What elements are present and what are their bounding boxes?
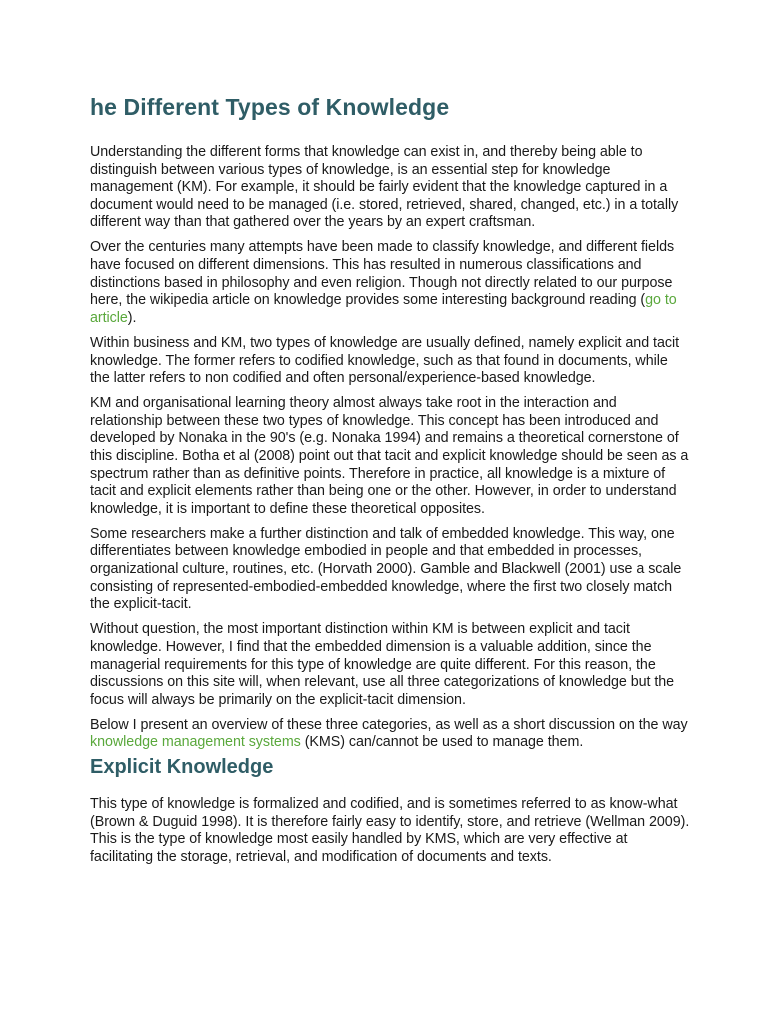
page-title: he Different Types of Knowledge [90, 94, 450, 120]
paragraph-text: Below I present an overview of these three categories, as well as a short discussion on the way [90, 716, 688, 733]
paragraph-classifications [90, 239, 690, 327]
paragraph-text: (KMS) can/cannot be used to manage them. [300, 734, 584, 751]
paragraph-organisational-learning: KM and organisational learning theory almost always take root in the interaction and relationship between these two types of knowledge. This concept has been introduced and developed by Nonaka in the 90's (e.g. Nonaka 1994) and remains a theoretical cornerstone of this discipline. Botha et al (2008) point out that tacit and explicit knowledge should be seen as a spectrum rather than as definitive points. Therefore in practice, all knowledge is a mixture of tacit and explicit elements rather than being one or the other. However, in order to understand knowledge, it is important to define these theoretical opposites. [90, 395, 689, 517]
knowledge-management-systems-link[interactable]: knowledge management systems [90, 734, 301, 751]
paragraph-business-km: Within business and KM, two types of knowledge are usually defined, namely explicit and tacit knowledge. The former refers to codified knowledge, such as that found in documents, while the latter refers to non codified and often personal/experience-based knowledge. [90, 334, 679, 387]
paragraph-overview [90, 717, 690, 752]
paragraph-text: Over the centuries many attempts have been made to classify knowledge, and different fields have focused on different dimensions. This has resulted in numerous classifications and distinctions based in philosophy and even religion. Though not directly related to our purpose here, the wikipedia article on knowledge provides some interesting background reading ( [90, 239, 675, 309]
paragraph-intro: Understanding the different forms that knowledge can exist in, and thereby being able to distinguish between various types of knowledge, is an essential step for knowledge management (KM). For example, it should be fairly evident that the knowledge captured in a document would need to be managed (i.e. stored, retrieved, shared, changed, etc.) in a totally different way than that gathered over the years by an expert craftsman. [90, 144, 679, 231]
document-page [90, 92, 690, 874]
paragraph-distinction: Without question, the most important distinction within KM is between explicit and tacit knowledge. However, I find that the embedded dimension is a valuable addition, since the managerial requirements for this type of knowledge are quite different. For this reason, the discussions on this site will, when relevant, use all three categorizations of knowledge but the focus will always be primarily on the explicit-tacit dimension. [90, 621, 675, 708]
paragraph-text: ). [127, 309, 137, 326]
paragraph-explicit-knowledge: This type of knowledge is formalized and codified, and is sometimes referred to as know-what (Brown & Duguid 1998). It is therefore fairly easy to identify, store, and retrieve (Wellman 2009). This is the type of knowledge most easily handled by KMS, which are very effective at facilitating the storage, retrieval, and modification of documents and texts. [90, 796, 690, 865]
section-title-explicit-knowledge: Explicit Knowledge [90, 756, 274, 778]
go-to-article-link[interactable]: go to article [90, 292, 677, 326]
paragraph-embedded-knowledge: Some researchers make a further distinction and talk of embedded knowledge. This way, one differentiates between knowledge embodied in people and that embedded in processes, organizational culture, routines, etc. (Horvath 2000). Gamble and Blackwell (2001) use a scale consisting of represented-embodied-embedded knowledge, where the first two closely match the explicit-tacit. [90, 525, 682, 613]
